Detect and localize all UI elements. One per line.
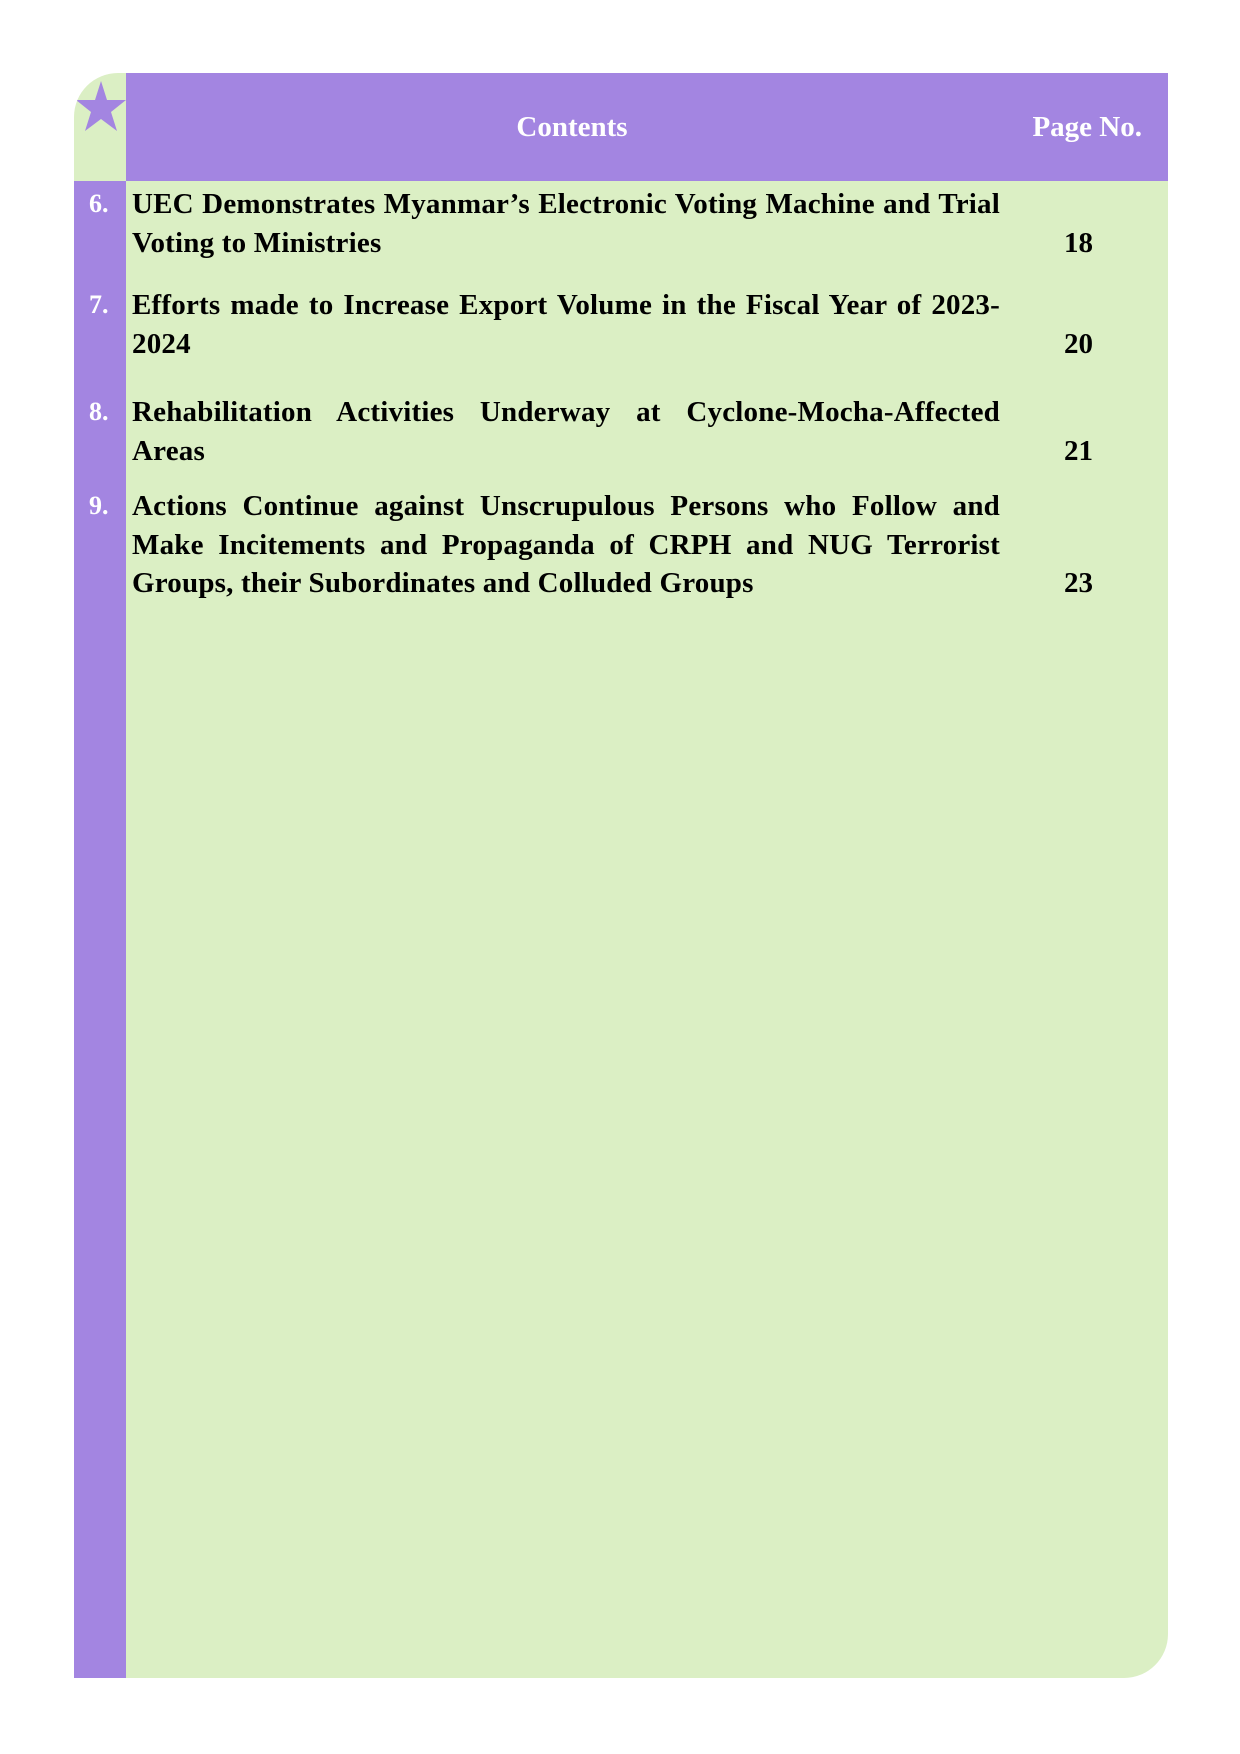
- contents-heading: Contents: [516, 111, 628, 143]
- entry-number: 9.: [89, 491, 109, 520]
- entry-page-number: 20: [1064, 327, 1093, 360]
- entry-title: Rehabilitation Activities Underway at Cyclone-Mocha-Affected Areas: [132, 396, 1000, 467]
- entry-number: 7.: [89, 290, 109, 319]
- entry-page-number: 18: [1064, 226, 1093, 259]
- entry-page-number: 21: [1064, 434, 1093, 467]
- entry-title: Efforts made to Increase Export Volume in the Fiscal Year of 2023-2024: [132, 289, 1000, 360]
- entry-title: UEC Demonstrates Myanmar’s Electronic Voting Machine and Trial Voting to Ministries: [132, 188, 1000, 259]
- star-icon: [76, 79, 126, 135]
- entry-page-number: 23: [1064, 567, 1093, 599]
- entry-number: 6.: [89, 189, 109, 218]
- entry-title: Actions Continue against Unscrupulous Persons who Follow and Make Incitements and Propaganda of CRPH and NUG Terrorist Groups, their Subordinates and Colluded Groups: [132, 490, 1000, 599]
- contents-panel: [74, 73, 1168, 1678]
- page-number-heading: Page No.: [1032, 111, 1142, 143]
- entry-number: 8.: [89, 397, 109, 426]
